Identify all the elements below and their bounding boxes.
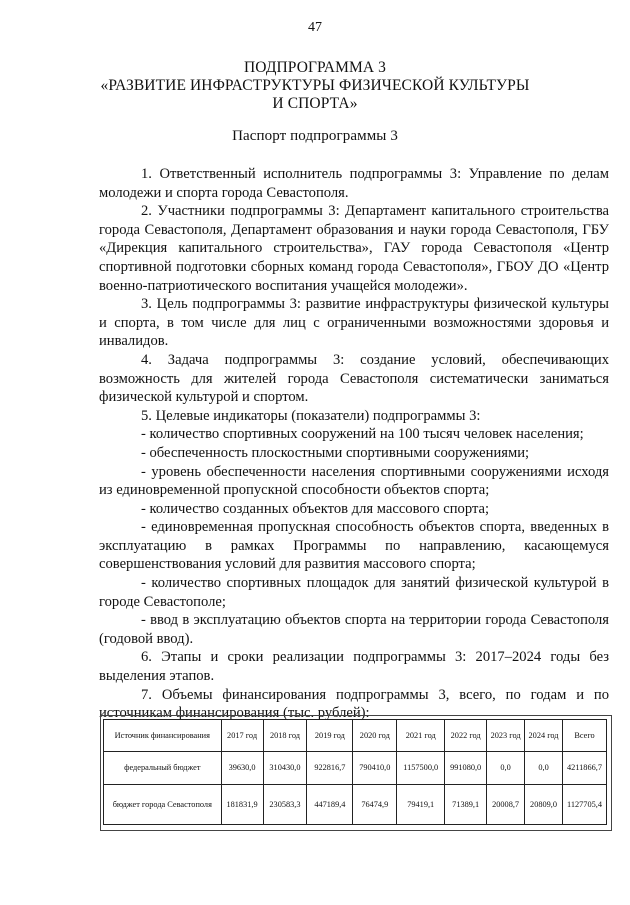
table-cell: 230583,3 — [263, 785, 307, 825]
table-header-cell: 2023 год — [487, 720, 525, 752]
paragraph-task: 4. Задача подпрограммы 3: создание условий, обеспечивающих возможность для жителей города Севастополя систематически заниматься физической культурой и спортом. — [99, 351, 609, 406]
indicator-item: - количество спортивных сооружений на 100 тысяч человек населения; — [141, 426, 584, 443]
table-cell: 922816,7 — [307, 752, 353, 785]
table-header-row — [104, 720, 607, 752]
table-cell: 0,0 — [487, 752, 525, 785]
table-header-cell: Всего — [563, 720, 607, 752]
financing-table — [103, 719, 607, 825]
indicator-item: - обеспеченность плоскостными спортивными сооружениями; — [141, 444, 530, 461]
paragraph-indicators: 5. Целевые индикаторы (показатели) подпрограммы 3: — [141, 407, 481, 424]
subprogram-title-line-1: ПОДПРОГРАММА 3 — [244, 59, 386, 76]
table-header-cell: 2017 год — [221, 720, 263, 752]
table-cell: 991080,0 — [445, 752, 487, 785]
table-header-cell: 2024 год — [525, 720, 563, 752]
subprogram-title-line-2: «РАЗВИТИЕ ИНФРАСТРУКТУРЫ ФИЗИЧЕСКОЙ КУЛЬТУРЫ — [100, 77, 530, 94]
indicator-item: - ввод в эксплуатацию объектов спорта на территории города Севастополя (годовой ввод). — [99, 612, 609, 647]
paragraph-responsible-executor: 1. Ответственный исполнитель подпрограммы 3: Управление по делам молодежи и спорта города Севастополя. — [99, 166, 609, 201]
subprogram-title-line-3: И СПОРТА» — [272, 95, 358, 112]
paragraph-participants: 2. Участники подпрограммы 3: Департамент капитального строительства города Севастополя, Департамент образования и науки города Севастополя, ГБУ «Дирекция капитального строительства», ГАУ города Севастополя «Центр спортивной подготовки сборных команд города Севастополя», ГБОУ ДО «Центр военно-патриотического воспитания учащейся молодежи». — [99, 203, 609, 294]
table-row — [104, 752, 607, 785]
table-cell: 0,0 — [525, 752, 563, 785]
table-header-cell: 2022 год — [445, 720, 487, 752]
table-cell: 310430,0 — [263, 752, 307, 785]
document-body — [99, 165, 609, 723]
paragraph-goal: 3. Цель подпрограммы 3: развитие инфраструктуры физической культуры и спорта, в том числе для лиц с ограниченными возможностями здоровья и инвалидов. — [99, 296, 609, 350]
table-row — [104, 785, 607, 825]
indicator-item: - уровень обеспеченности населения спортивными сооружениями исходя из единовременной пропускной способности объектов спорта; — [99, 463, 609, 499]
table-cell: 71389,1 — [445, 785, 487, 825]
table-header-cell: 2018 год — [263, 720, 307, 752]
table-cell: 76474,9 — [353, 785, 397, 825]
table-header-cell: 2020 год — [353, 720, 397, 752]
table-header-cell: Источник финансирования — [104, 720, 222, 752]
table-cell: 20809,0 — [525, 785, 563, 825]
paragraph-stages: 6. Этапы и сроки реализации подпрограммы 3: 2017–2024 годы без выделения этапов. — [99, 649, 609, 685]
page-number: 47 — [308, 20, 322, 35]
table-cell: 4211866,7 — [563, 752, 607, 785]
table-header-cell: 2019 год — [307, 720, 353, 752]
indicator-item: - количество спортивных площадок для занятий физической культурой в городе Севастополе; — [99, 575, 609, 610]
table-cell: 1157500,0 — [397, 752, 445, 785]
table-cell: 790410,0 — [353, 752, 397, 785]
indicator-item: - количество созданных объектов для массового спорта; — [141, 500, 490, 517]
paragraph-financing: 7. Объемы финансирования подпрограммы 3, всего, по годам и по источникам финансирования (тыс. рублей): — [99, 686, 609, 722]
table-cell: 20008,7 — [487, 785, 525, 825]
indicator-item: - единовременная пропускная способность объектов спорта, введенных в эксплуатацию в рамках Программы по направлению, касающемуся совершенствования условий для развития массового спорта; — [99, 519, 609, 573]
table-cell: 39630,0 — [221, 752, 263, 785]
table-cell: 79419,1 — [397, 785, 445, 825]
table-cell: федеральный бюджет — [104, 752, 222, 785]
table-cell: 181831,9 — [221, 785, 263, 825]
table-cell: бюджет города Севастополя — [104, 785, 222, 825]
table-cell: 1127705,4 — [563, 785, 607, 825]
passport-heading: Паспорт подпрограммы 3 — [232, 128, 398, 144]
table-cell: 447189,4 — [307, 785, 353, 825]
table-header-cell: 2021 год — [397, 720, 445, 752]
